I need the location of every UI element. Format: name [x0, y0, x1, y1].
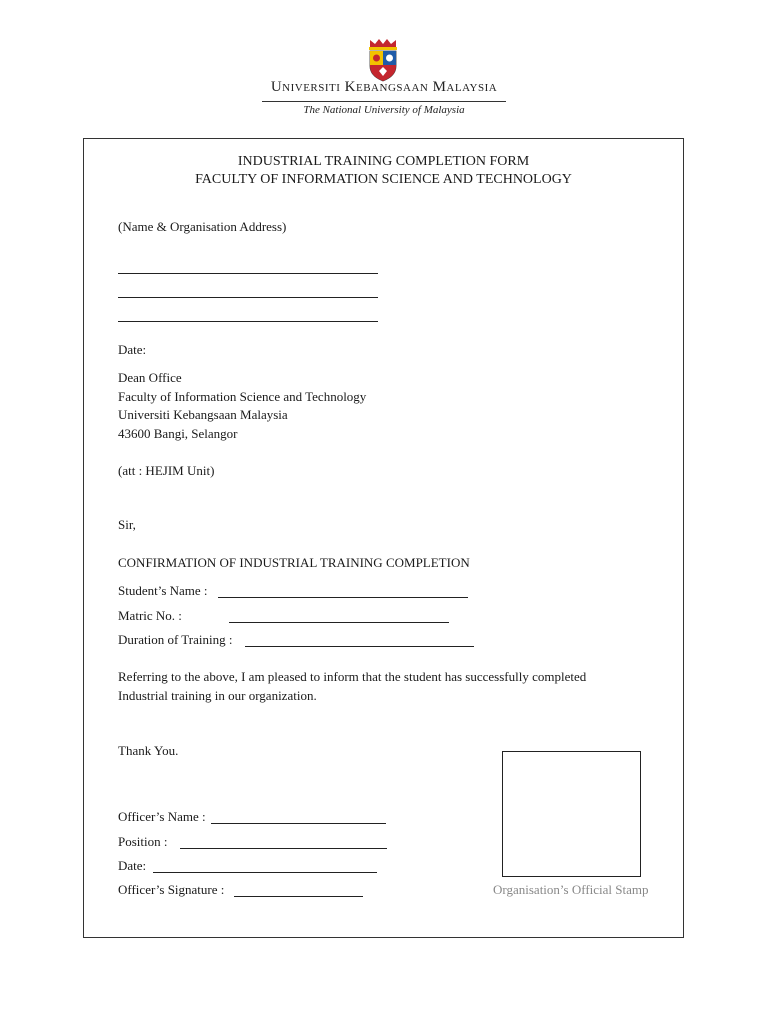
form-title: INDUSTRIAL TRAINING COMPLETION FORM: [237, 154, 530, 169]
recipient-line-4: 43600 Bangi, Selangor: [118, 426, 238, 441]
duration-field[interactable]: [245, 646, 474, 647]
position-label: Position :: [118, 834, 168, 849]
recipient-line-1: Dean Office: [118, 370, 182, 385]
duration-label: Duration of Training :: [118, 632, 233, 647]
student-name-label: Student’s Name :: [118, 583, 208, 598]
faculty-title: FACULTY OF INFORMATION SCIENCE AND TECHNOLOGY: [195, 172, 572, 187]
org-address-line-1[interactable]: [118, 273, 378, 274]
officer-date-label: Date:: [118, 858, 147, 873]
body-line-2: Industrial training in our organization.: [118, 688, 317, 703]
date-label: Date:: [118, 342, 147, 357]
recipient-line-2: Faculty of Information Science and Technology: [118, 389, 367, 404]
body-line-1: Referring to the above, I am pleased to inform that the student has successfully completed: [118, 669, 587, 684]
officer-name-field[interactable]: [211, 823, 386, 824]
student-name-field[interactable]: [218, 597, 468, 598]
stamp-caption: Organisation’s Official Stamp: [493, 882, 649, 897]
attention-line: (att : HEJIM Unit): [118, 463, 215, 478]
matric-field[interactable]: [229, 622, 449, 623]
org-address-line-3[interactable]: [118, 321, 378, 322]
position-field[interactable]: [180, 848, 387, 849]
recipient-line-3: Universiti Kebangsaan Malaysia: [118, 407, 288, 422]
university-tagline: The National University of Malaysia: [303, 104, 465, 116]
header-divider: [262, 101, 506, 102]
officer-date-field[interactable]: [153, 872, 377, 873]
signature-label: Officer’s Signature :: [118, 882, 225, 897]
closing-line: Thank You.: [118, 743, 179, 758]
matric-label: Matric No. :: [118, 608, 182, 623]
university-crest-icon: [366, 38, 400, 82]
org-address-label: (Name & Organisation Address): [118, 219, 287, 234]
officer-name-label: Officer’s Name :: [118, 809, 206, 824]
org-address-line-2[interactable]: [118, 297, 378, 298]
official-stamp-box[interactable]: [502, 751, 641, 877]
university-name: Universiti Kebangsaan Malaysia: [270, 79, 498, 95]
salutation: Sir,: [118, 517, 136, 532]
subject-heading: CONFIRMATION OF INDUSTRIAL TRAINING COMPLETION: [118, 555, 470, 570]
signature-field[interactable]: [234, 896, 363, 897]
